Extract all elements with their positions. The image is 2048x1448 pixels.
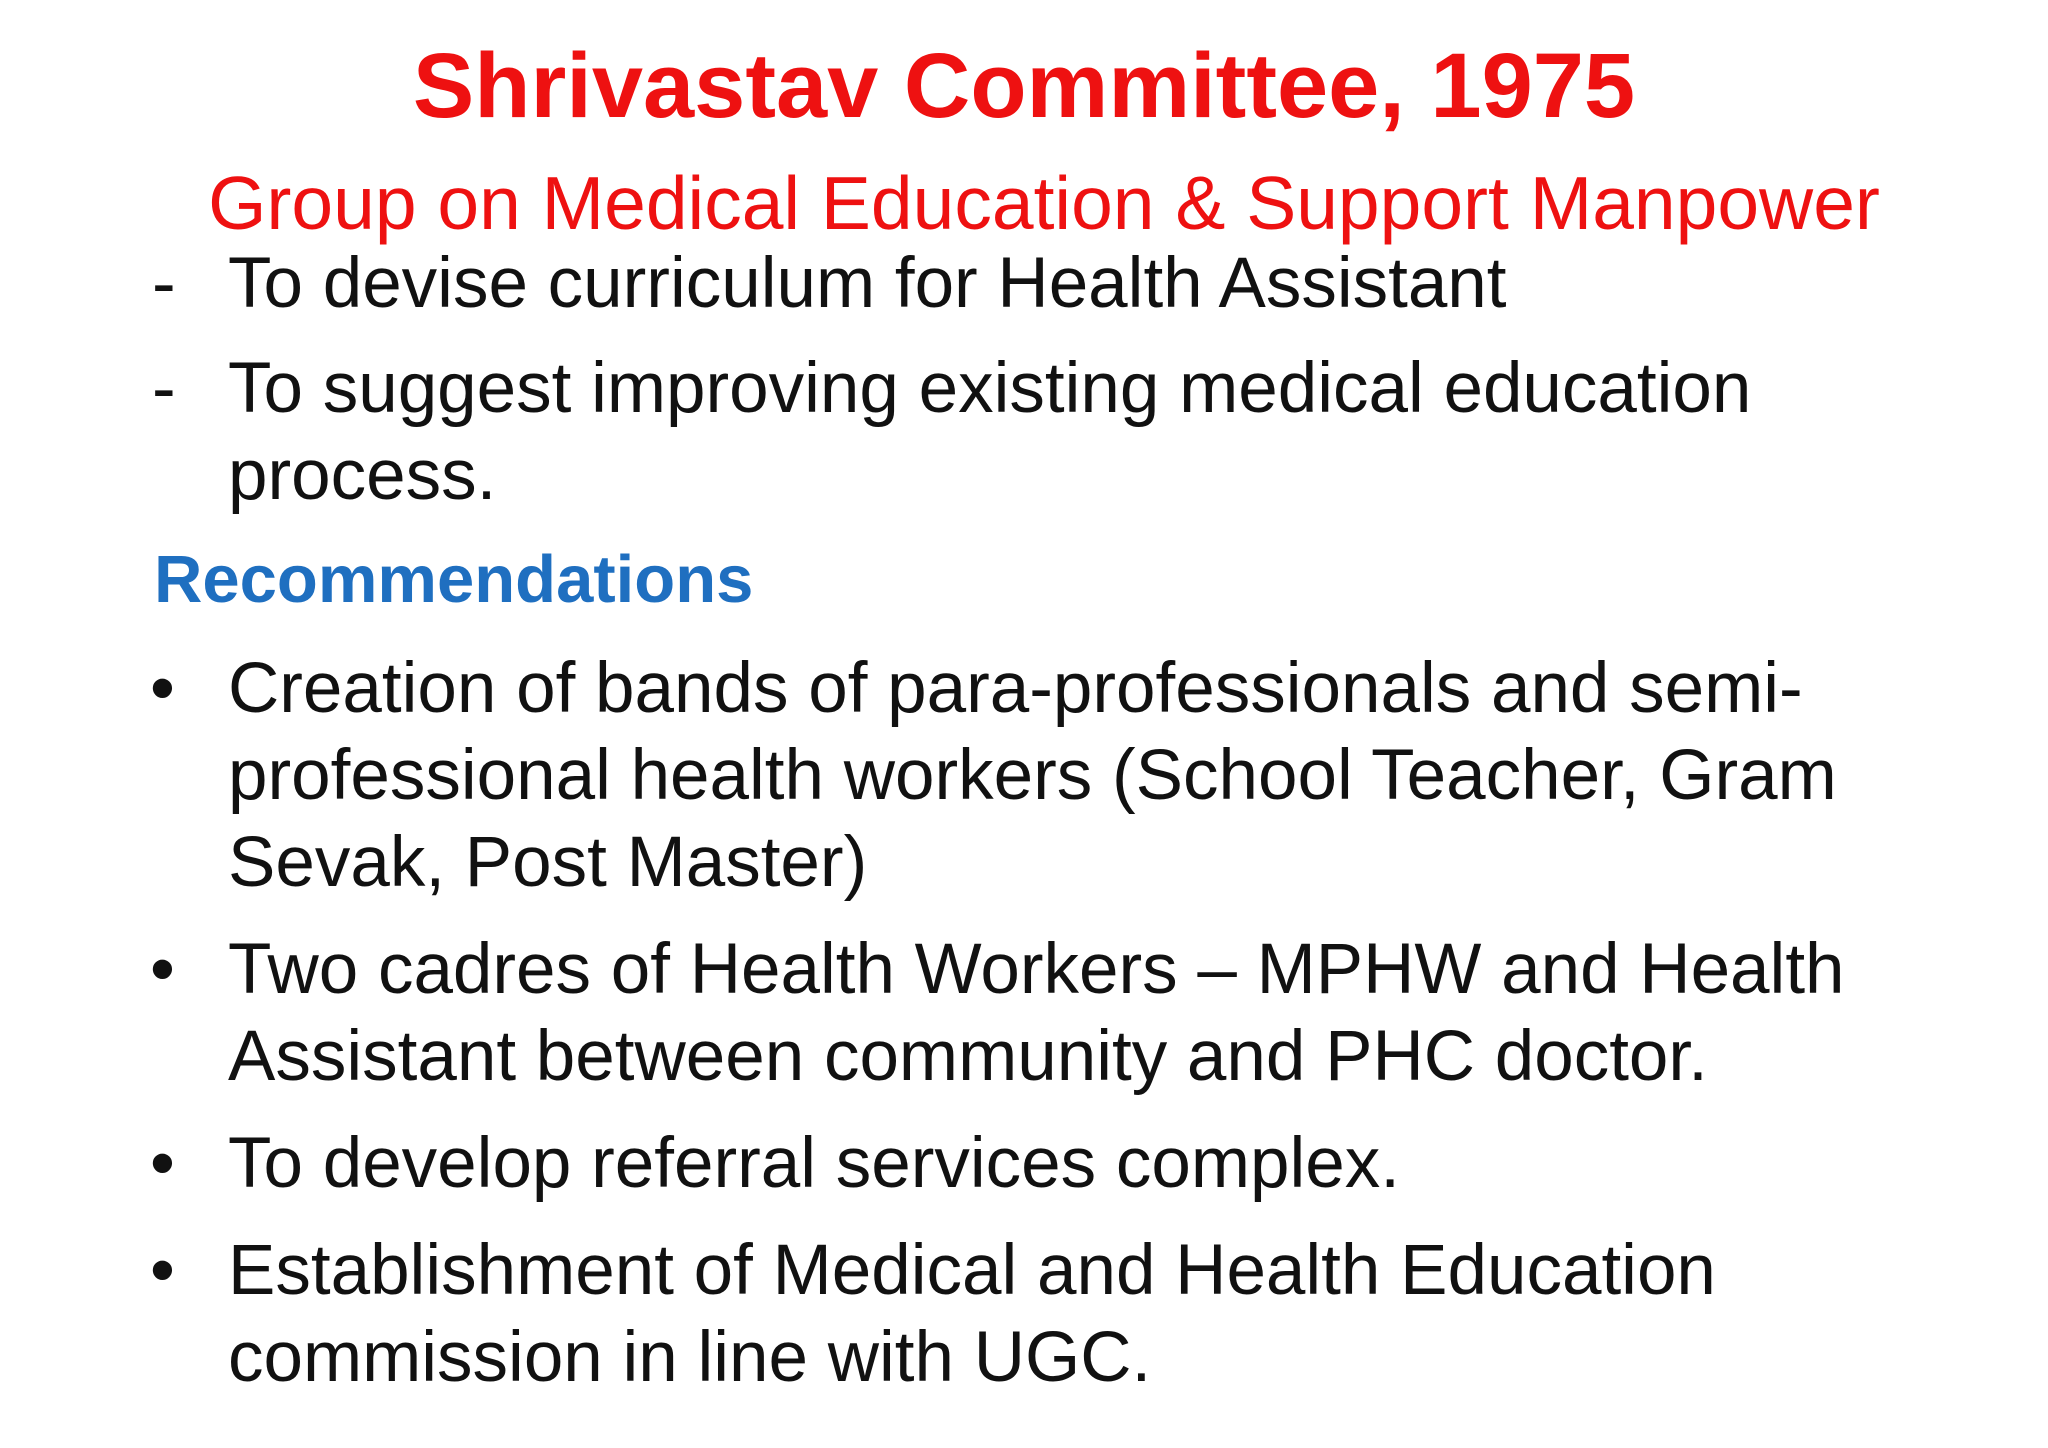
recommendation-text: Creation of bands of para-professionals and semi-professional health workers (School Teacher, Gram Sevak, Post Master): [228, 649, 1837, 902]
objective-text: To suggest improving existing medical education process.: [228, 349, 1752, 515]
slide-title: Shrivastav Committee, 1975: [412, 35, 1636, 137]
recommendation-text: Establishment of Medical and Health Education commission in line with UGC.: [228, 1231, 1716, 1397]
bullet-icon: •: [150, 649, 175, 728]
objectives-list: [0, 240, 2048, 519]
recommendation-text: Two cadres of Health Workers – MPHW and Health Assistant between community and PHC doctor.: [228, 930, 1845, 1096]
recommendation-item: [0, 1120, 2048, 1207]
objective-item: [0, 345, 2048, 519]
recommendations-list: [0, 645, 2048, 1401]
dash-marker: -: [152, 244, 176, 323]
dash-marker: -: [152, 349, 176, 428]
recommendation-item: [0, 645, 2048, 906]
bullet-icon: •: [150, 1231, 175, 1310]
recommendation-text: To develop referral services complex.: [228, 1124, 1400, 1203]
recommendation-item: [0, 926, 2048, 1100]
objective-text: To devise curriculum for Health Assistant: [228, 244, 1507, 323]
bullet-icon: •: [150, 930, 175, 1009]
objective-item: [0, 240, 2048, 327]
recommendations-heading: Recommendations: [154, 542, 754, 617]
bullet-icon: •: [150, 1124, 175, 1203]
recommendation-item: [0, 1227, 2048, 1401]
slide-subtitle: Group on Medical Education & Support Manpower: [208, 161, 1880, 245]
